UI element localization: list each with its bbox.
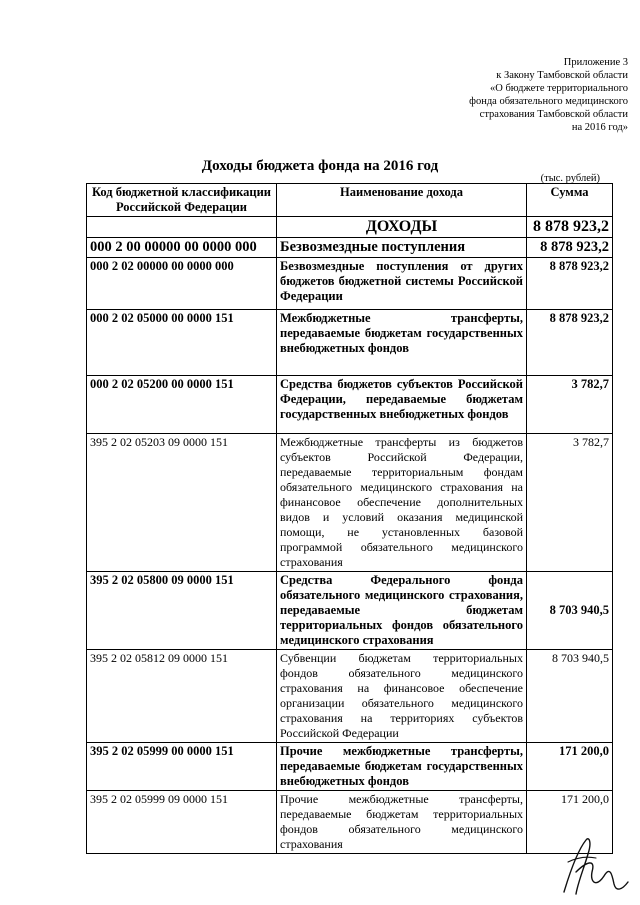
units-note: (тыс. рублей)	[540, 173, 600, 184]
appendix-note	[388, 56, 628, 134]
row-code: 395 2 02 05812 09 0000 151	[87, 650, 277, 743]
row-name: Прочие межбюджетные трансферты, передаваемые бюджетам государственных внебюджетных фондов	[277, 743, 527, 791]
row-sum: 171 200,0	[527, 791, 613, 854]
row-name: Безвозмездные поступления	[277, 238, 527, 258]
table-row	[87, 217, 613, 238]
header-name: Наименование дохода	[277, 184, 527, 217]
table-row	[87, 238, 613, 258]
row-code: 000 2 02 00000 00 0000 000	[87, 258, 277, 310]
row-code: 000 2 02 05000 00 0000 151	[87, 310, 277, 376]
row-name: Средства Федерального фонда обязательного медицинского страхования, передаваемые бюджетам территориальных фондов обязательного медицинского страхования	[277, 572, 527, 650]
row-name: Прочие межбюджетные трансферты, передаваемые бюджетам территориальных фондов обязательного медицинского страхования	[277, 791, 527, 854]
appendix-line: фонда обязательного медицинского	[469, 96, 628, 107]
row-code: 395 2 02 05999 09 0000 151	[87, 791, 277, 854]
row-name: Субвенции бюджетам территориальных фондов обязательного медицинского страхования на финансовое обеспечение организации обязательного медицинского страхования на территориях субъектов Российской Федерации	[277, 650, 527, 743]
table-row	[87, 258, 613, 310]
handwritten-signature	[556, 832, 636, 902]
row-code	[87, 217, 277, 238]
row-sum: 8 878 923,2	[527, 217, 613, 238]
header-sum: Сумма	[527, 184, 613, 217]
table-row	[87, 791, 613, 854]
row-sum: 8 703 940,5	[527, 572, 613, 650]
appendix-line: на 2016 год»	[571, 122, 628, 133]
row-code: 000 2 02 05200 00 0000 151	[87, 376, 277, 434]
income-table	[86, 183, 613, 854]
row-name: Межбюджетные трансферты из бюджетов субъектов Российской Федерации, передаваемые территориальным фондам обязательного медицинского страхования на финансовое обеспечение дополнительных видов и условий оказания медицинской помощи, не установленных базовой программой обязательного медицинского страхования	[277, 434, 527, 572]
row-name: Безвозмездные поступления от других бюджетов бюджетной системы Российской Федерации	[277, 258, 527, 310]
row-code: 395 2 02 05999 00 0000 151	[87, 743, 277, 791]
appendix-line: «О бюджете территориального	[490, 83, 628, 94]
header-code: Код бюджетной классификации Российской Федерации	[87, 184, 277, 217]
table-row	[87, 743, 613, 791]
row-sum: 8 878 923,2	[527, 258, 613, 310]
table-header-row	[87, 184, 613, 217]
row-code: 395 2 02 05203 09 0000 151	[87, 434, 277, 572]
table-row	[87, 310, 613, 376]
row-code: 395 2 02 05800 09 0000 151	[87, 572, 277, 650]
table-row	[87, 572, 613, 650]
table-row	[87, 376, 613, 434]
row-sum: 8 878 923,2	[527, 238, 613, 258]
row-name: ДОХОДЫ	[277, 217, 527, 238]
table-row	[87, 650, 613, 743]
row-sum: 8 878 923,2	[527, 310, 613, 376]
row-sum: 3 782,7	[527, 434, 613, 572]
appendix-line: к Закону Тамбовской области	[496, 70, 628, 81]
appendix-line: Приложение 3	[563, 57, 628, 68]
row-name: Межбюджетные трансферты, передаваемые бюджетам государственных внебюджетных фондов	[277, 310, 527, 376]
appendix-line: страхования Тамбовской области	[479, 109, 628, 120]
table-row	[87, 434, 613, 572]
row-sum: 3 782,7	[527, 376, 613, 434]
row-code: 000 2 00 00000 00 0000 000	[87, 238, 277, 258]
document-title: Доходы бюджета фонда на 2016 год	[201, 158, 439, 174]
row-name: Средства бюджетов субъектов Российской Федерации, передаваемые бюджетам государственных внебюджетных фондов	[277, 376, 527, 434]
row-sum: 8 703 940,5	[527, 650, 613, 743]
row-sum: 171 200,0	[527, 743, 613, 791]
